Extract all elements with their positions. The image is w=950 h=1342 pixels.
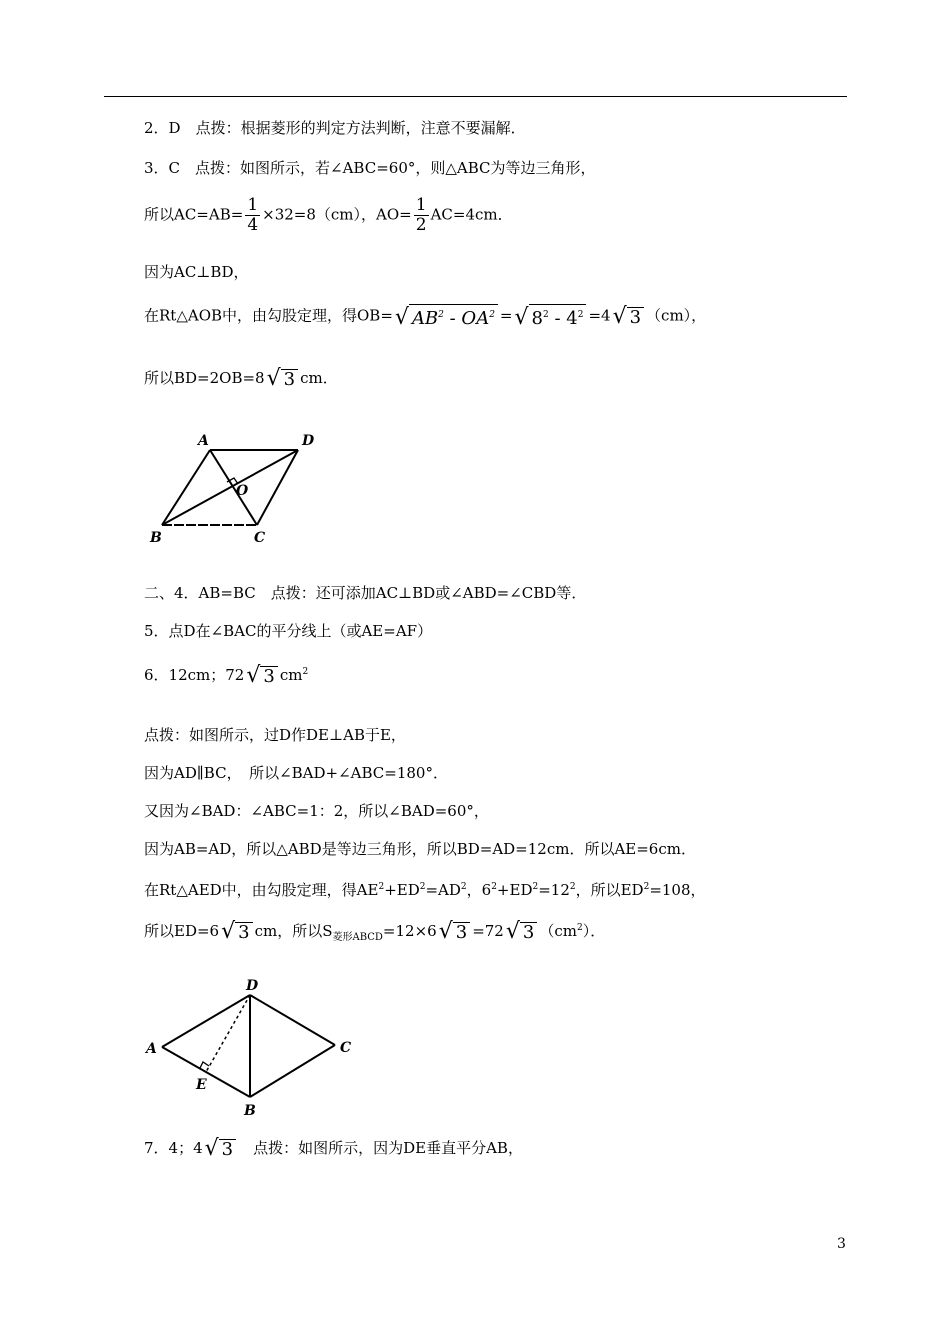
answer-7-line: 7．4；4 √ 3 点拨：如图所示，因为DE垂直平分AB，: [144, 1136, 523, 1161]
hint-6-line: 点拨：如图所示，过D作DE⊥AB于E，: [144, 726, 406, 744]
answer-4-line: 二、4．AB=BC 点拨：还可添加AC⊥BD或∠ABD=∠CBD等．: [144, 584, 587, 602]
area-line: 所以ED=6 √ 3 cm，所以$S_{菱形ABCD}=12\times 6$ √ 3 =72 √ 3 $(cm^2)$．: [144, 919, 606, 944]
pythagoras-line-1: 在Rt△AOB中，由勾股定理，得OB= √ $AB^2 - OA^2$ = √ $8^2 - 4^2$ =4 √ 3 （cm），: [144, 303, 707, 330]
header-rule: [104, 96, 847, 97]
parallel-line: 因为AD∥BC， 所以∠BAD+∠ABC=180°．: [144, 764, 448, 782]
answer-3-calc-line: 所以AC=AB= $\frac{1}{4}$ ×32=8（cm），AO= $\frac{1}{2}$ AC=4cm．: [144, 195, 513, 235]
label-c: C: [340, 1040, 352, 1056]
ratio-line: 又因为∠BAD：∠ABC=1：2，所以∠BAD=60°，: [144, 802, 489, 820]
answer-2-line: 2．D 点拨：根据菱形的判定方法判断，注意不要漏解．: [144, 119, 526, 137]
bd-result-line: 所以BD=2OB=8 √ 3 cm．: [144, 366, 338, 391]
label-a: A: [146, 1041, 157, 1057]
label-b: B: [150, 530, 162, 546]
fraction-one-quarter: $\frac{1}{4}$: [247, 195, 259, 235]
label-c: C: [254, 530, 266, 546]
page-number: 3: [837, 1236, 846, 1252]
answer-3-line: 3．C 点拨：如图所示，若∠ABC=60°，则△ABC为等边三角形，: [144, 159, 596, 177]
label-b: B: [244, 1103, 256, 1119]
radical-3: √ 3: [613, 306, 644, 328]
perpendicular-line: 因为AC⊥BD，: [144, 263, 249, 281]
radical-ab-oa: √ $AB^2 - OA^2$: [395, 304, 498, 329]
answer-5-line: 5．点D在∠BAC的平分线上（或AE=AF）: [144, 622, 433, 640]
label-o: O: [236, 483, 249, 499]
radical-3: √ 3: [221, 921, 252, 943]
equilateral-line: 因为AB=AD，所以△ABD是等边三角形，所以BD=AD=12cm．所以AE=6cm．: [144, 840, 696, 858]
radical-8-4: √ $8^2 - 4^2$: [515, 304, 587, 329]
radical-3: √ 3: [267, 368, 298, 390]
label-d: D: [302, 433, 315, 449]
rhombus-figure-1: [140, 425, 330, 550]
radical-3: √ 3: [246, 665, 277, 687]
answer-6-line: 6．12cm；72 √ 3 $cm^2$: [144, 663, 309, 688]
label-d: D: [246, 978, 259, 994]
radical-3: √ 3: [506, 921, 537, 943]
label-e: E: [196, 1077, 207, 1093]
pythagoras-line-2: 在Rt△AED中，由勾股定理，得$AE^2+ED^2=AD^2$，$6^2+ED^2=12^2$，所以$ED^2=108$，: [144, 881, 706, 899]
radical-3: √ 3: [439, 921, 470, 943]
radical-3: √ 3: [205, 1138, 236, 1160]
label-a: A: [198, 433, 209, 449]
fraction-one-half: $\frac{1}{2}$: [415, 195, 427, 235]
rhombus-figure-2: [140, 975, 370, 1120]
